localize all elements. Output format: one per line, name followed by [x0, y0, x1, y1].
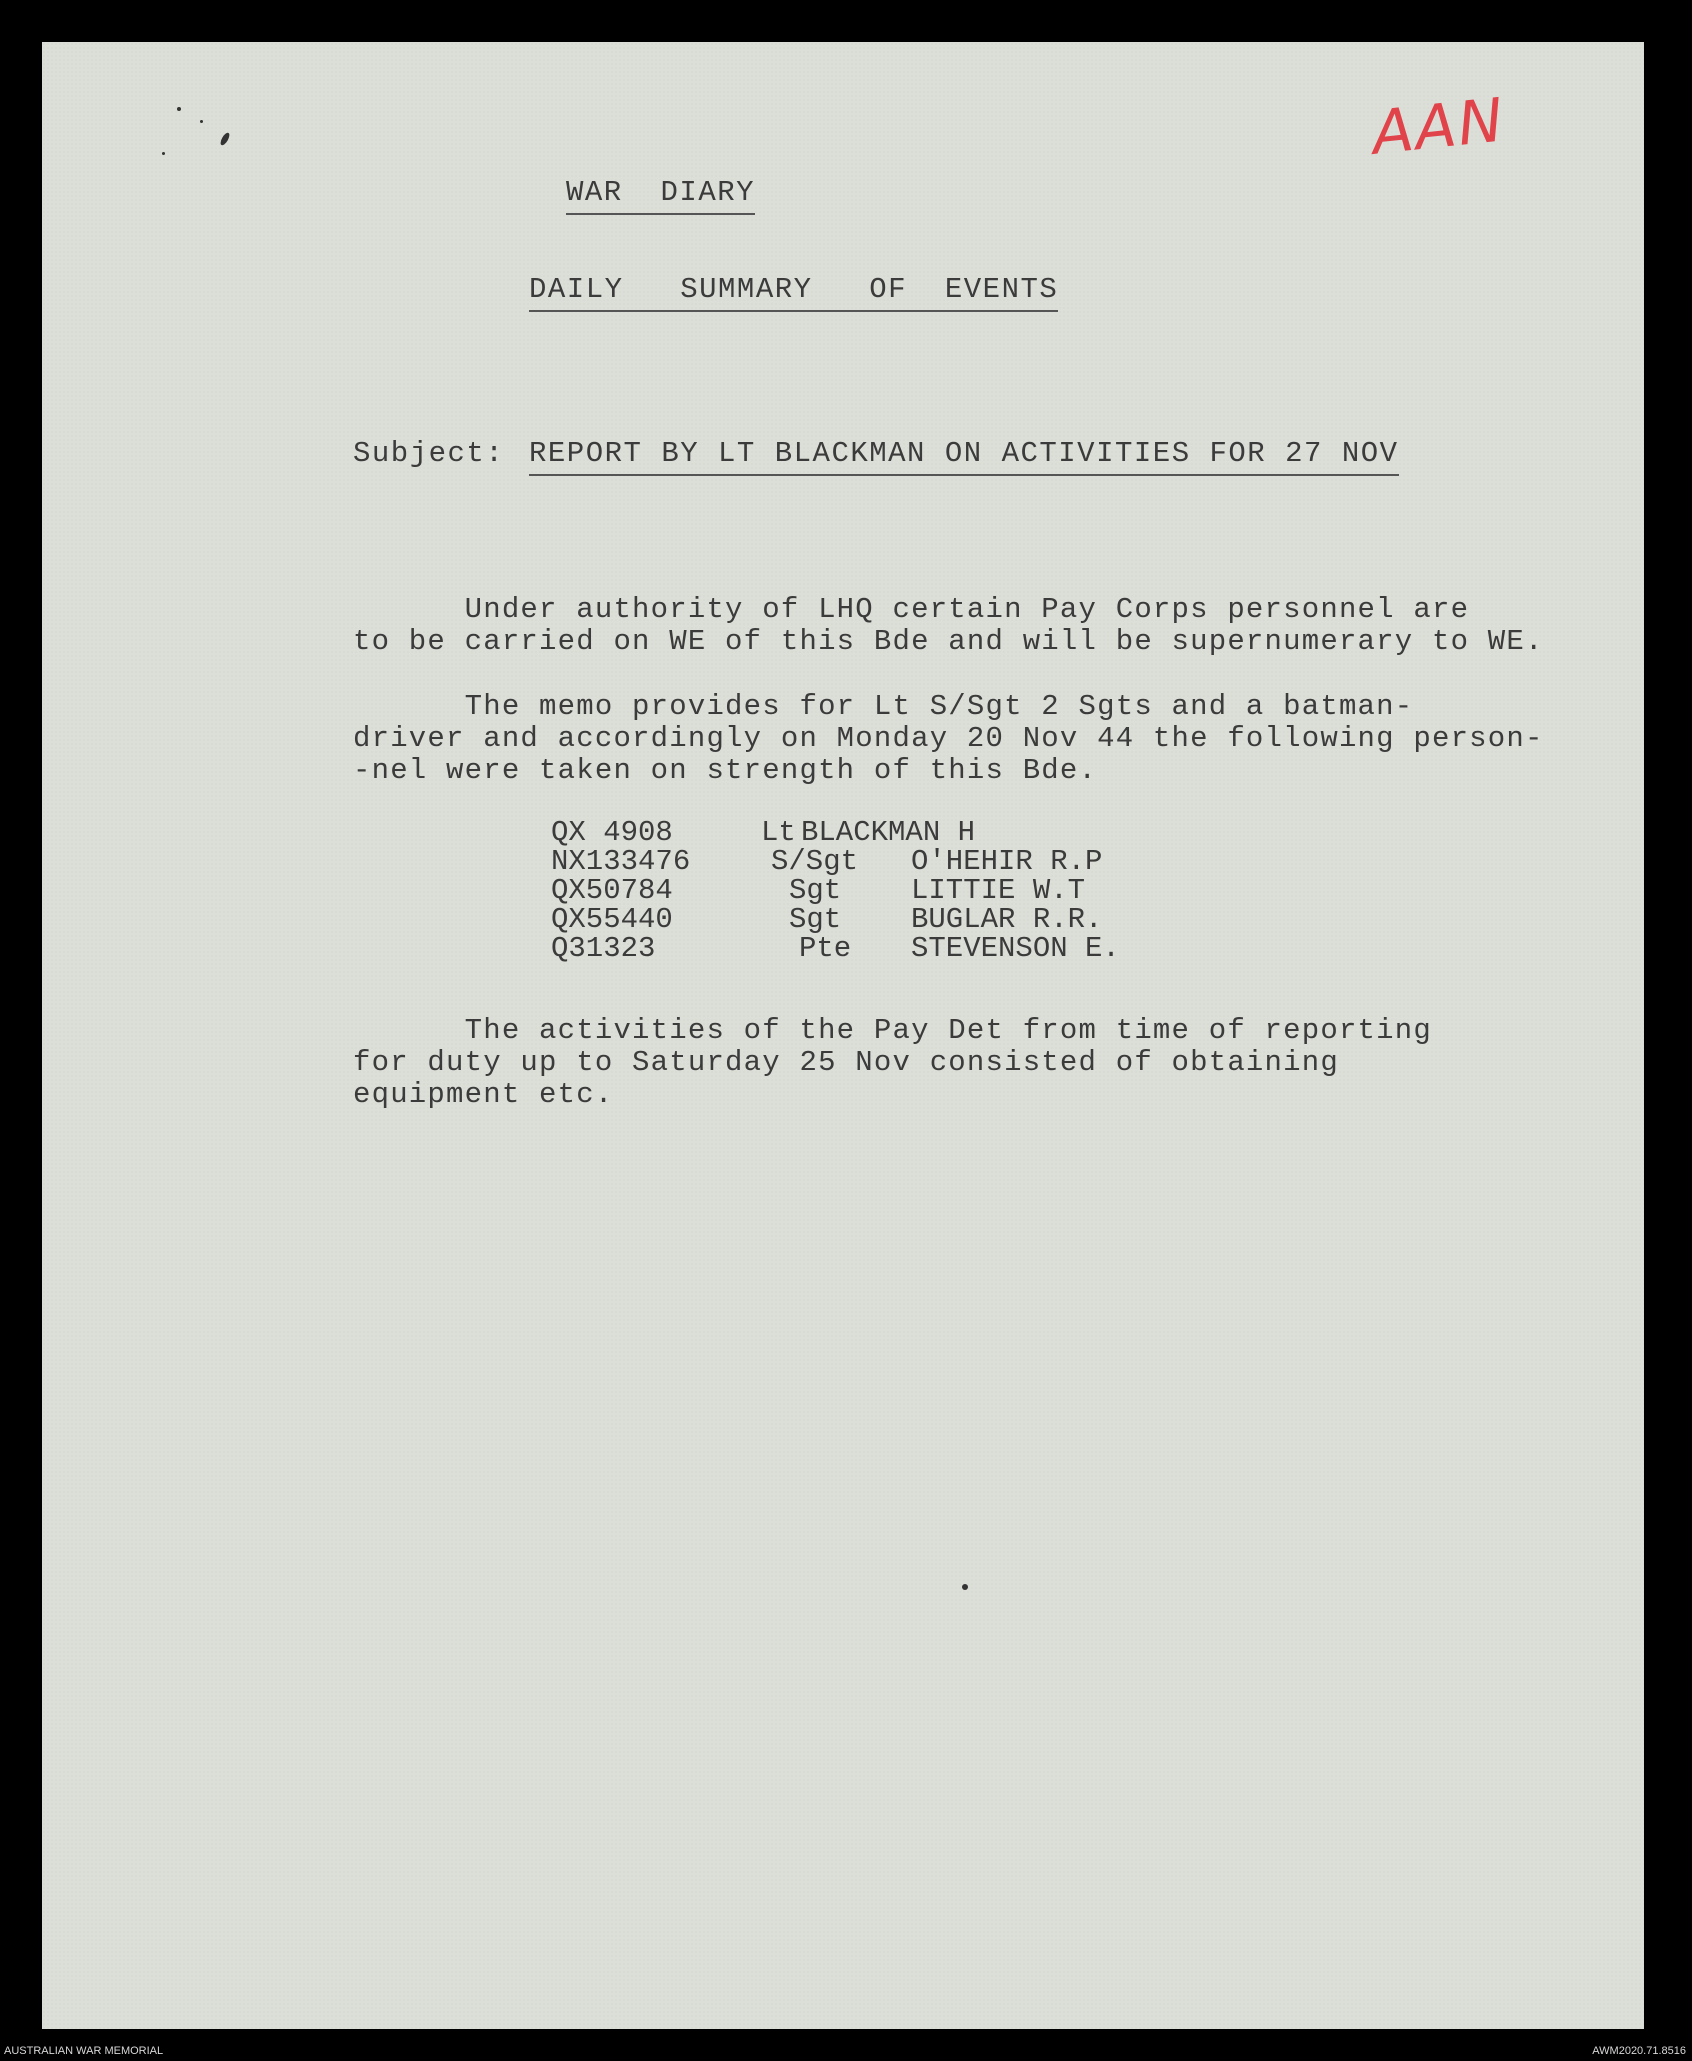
text-line: driver and accordingly on Monday 20 Nov 44 the following person- [353, 722, 1544, 755]
rank: Pte [799, 932, 852, 965]
document-page [42, 42, 1644, 2029]
person-name: BUGLAR R.R. [911, 903, 1103, 936]
footer-source: AUSTRALIAN WAR MEMORIAL [4, 2045, 164, 2057]
person-name: STEVENSON E. [911, 932, 1120, 965]
paragraph-memo [353, 691, 1544, 787]
text-line: for duty up to Saturday 25 Nov consisted of obtaining [353, 1046, 1339, 1079]
ink-speck [177, 107, 181, 111]
ink-speck [962, 1584, 968, 1590]
rank: Lt [761, 816, 796, 849]
handwritten-annotation: AAN [1368, 85, 1509, 169]
text-line: equipment etc. [353, 1078, 614, 1111]
footer-reference: AWM2020.71.8516 [1592, 2045, 1686, 2057]
person-name: BLACKMAN H [801, 816, 976, 849]
service-number: NX133476 [551, 845, 691, 878]
service-number: QX50784 [551, 874, 673, 907]
rank: Sgt [789, 903, 842, 936]
ink-speck [200, 120, 203, 123]
text-line: -nel were taken on strength of this Bde. [353, 754, 1098, 787]
page-subtitle: DAILY SUMMARY OF EVENTS [529, 275, 1058, 312]
paragraph-activities [353, 1015, 1432, 1111]
service-number: QX 4908 [551, 816, 673, 849]
service-number: QX55440 [551, 903, 673, 936]
subject-label: Subject: [353, 437, 505, 470]
page-title: WAR DIARY [566, 178, 755, 215]
text-line: Under authority of LHQ certain Pay Corps personnel are [353, 593, 1470, 626]
rank: Sgt [789, 874, 842, 907]
person-name: LITTIE W.T [911, 874, 1086, 907]
text-line: to be carried on WE of this Bde and will be supernumerary to WE. [353, 625, 1544, 658]
person-name: O'HEHIR R.P [911, 845, 1103, 878]
text-line: The activities of the Pay Det from time of reporting [353, 1014, 1432, 1047]
service-number: Q31323 [551, 932, 656, 965]
subject-text: REPORT BY LT BLACKMAN ON ACTIVITIES FOR 27 NOV [529, 439, 1399, 476]
ink-speck [162, 152, 165, 155]
ink-speck [219, 131, 231, 146]
text-line: The memo provides for Lt S/Sgt 2 Sgts and a batman- [353, 690, 1414, 723]
rank: S/Sgt [771, 845, 859, 878]
paragraph-authority [353, 594, 1544, 658]
